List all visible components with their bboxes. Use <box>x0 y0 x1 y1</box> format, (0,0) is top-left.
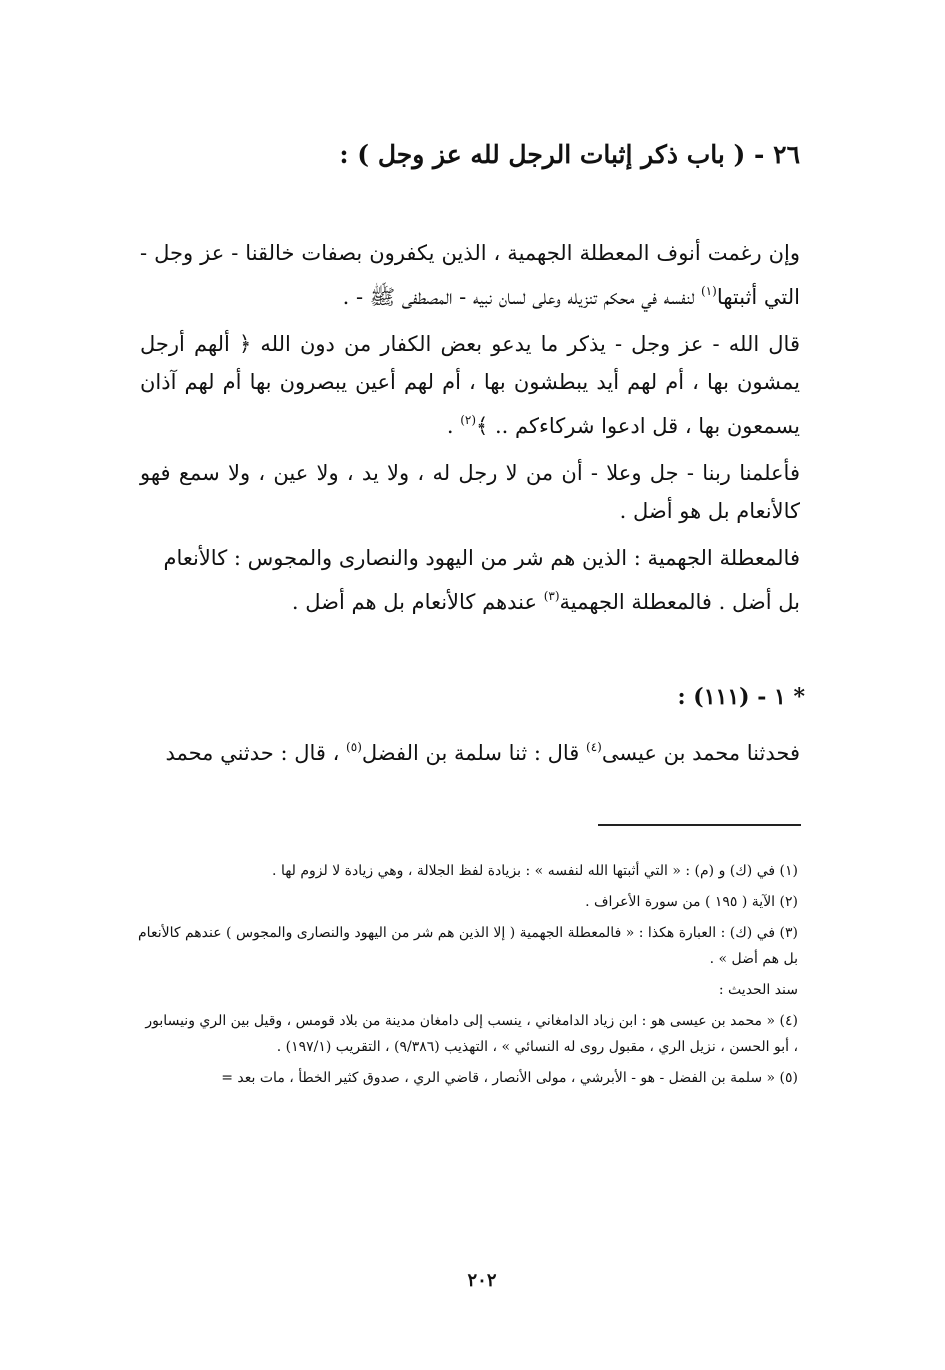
footnote-ref-5[interactable]: (٥) <box>346 740 362 754</box>
hadith-text-a: فحدثنا محمد بن عيسى <box>601 741 800 765</box>
paragraph-1 <box>140 234 800 316</box>
main-text <box>140 234 800 630</box>
chapter-heading: ٢٦ - ( باب ذكر إثبات الرجل لله عز وجل ) : <box>339 140 800 169</box>
paragraph-4 <box>140 539 800 621</box>
footnote-3: (٣) في (ك) : العبارة هكذا : « فالمعطلة الجهمية ( إلا الذين هم شر من اليهود والنصارى والمجوس ) عندهم كالأنعام بل هم أضل » . <box>138 925 798 967</box>
hadith-text <box>140 728 800 772</box>
hadith-text-b: قال : ثنا سلمة بن الفضل <box>361 741 587 765</box>
footnote-separator <box>598 824 801 826</box>
paragraph-2 <box>140 325 800 445</box>
footnotes <box>138 858 798 1096</box>
page-number: ٢٠٢ <box>467 1270 497 1291</box>
footnote-ref-4[interactable]: (٤) <box>586 740 602 754</box>
hadith-text-c: ، قال : حدثني محمد <box>165 741 347 765</box>
paragraph-3: فأعلمنا ربنا - جل وعلا - أن من لا رجل له ، ولا يد ، ولا عين ، ولا سمع فهو كالأنعام بل هو أضل . <box>140 461 800 523</box>
paragraph-4-text-b: عندهم كالأنعام بل هم أضل . <box>291 590 544 614</box>
paragraph-4-text-a: فالمعطلة الجهمية : الذين هم شر من اليهود والنصارى والمجوس : كالأنعام بل أضل . فالمعطلة الجهمية <box>163 546 800 614</box>
sanad-heading: سند الحديث : <box>718 982 798 998</box>
paragraph-2-text-b: . <box>446 414 461 438</box>
footnote-5: (٥) « سلمة بن الفضل - هو - الأبرشي ، مولى الأنصار ، قاضي الري ، صدوق كثير الخطأ ، مات بعد = <box>221 1070 798 1086</box>
hadith-number: * ١ - (١١١) : <box>677 684 805 710</box>
footnote-4: (٤) « محمد بن عيسى هو : ابن زياد الدامغاني ، ينسب إلى دامغان مدينة من بلاد قومس ، وقيل بين الري ونيسابور ، أبو الحسن ، نزيل الري ، مقبول روى له النسائي » ، التهذيب (٩/٣٨٦) ، التقريب (١٩٧/١) . <box>145 1013 798 1055</box>
paragraph-1-text-a: وإن رغمت أنوف المعطلة الجهمية ، الذين يكفرون بصفات خالقنا - عز وجل - التي أثبتها <box>140 241 800 309</box>
paragraph-2-text-a: قال الله - عز وجل - يذكر ما يدعو بعض الكفار من دون الله ﴿ ألهم أرجل يمشون بها ، أم لهم أيد يبطشون بها ، أم لهم أعين يبصرون بها أم لهم آذان يسمعون بها ، قل ادعوا شركاءكم .. ﴾ <box>140 332 800 438</box>
footnote-ref-2[interactable]: (٢) <box>460 413 477 427</box>
footnote-2: (٢) الآية ( ١٩٥ ) من سورة الأعراف . <box>585 894 798 910</box>
paragraph-1-text-b: لنفسه في محكم تنزيله وعلى لسان نبيه - المصطفى ﷺ - . <box>342 285 701 309</box>
footnote-1: (١) في (ك) و (م) : « التي أثبتها الله لنفسه » : بزيادة لفظ الجلالة ، وهي زيادة لا لزوم لها . <box>272 863 798 879</box>
footnote-ref-3[interactable]: (٣) <box>543 589 560 603</box>
footnote-ref-1[interactable]: (١) <box>700 284 717 298</box>
